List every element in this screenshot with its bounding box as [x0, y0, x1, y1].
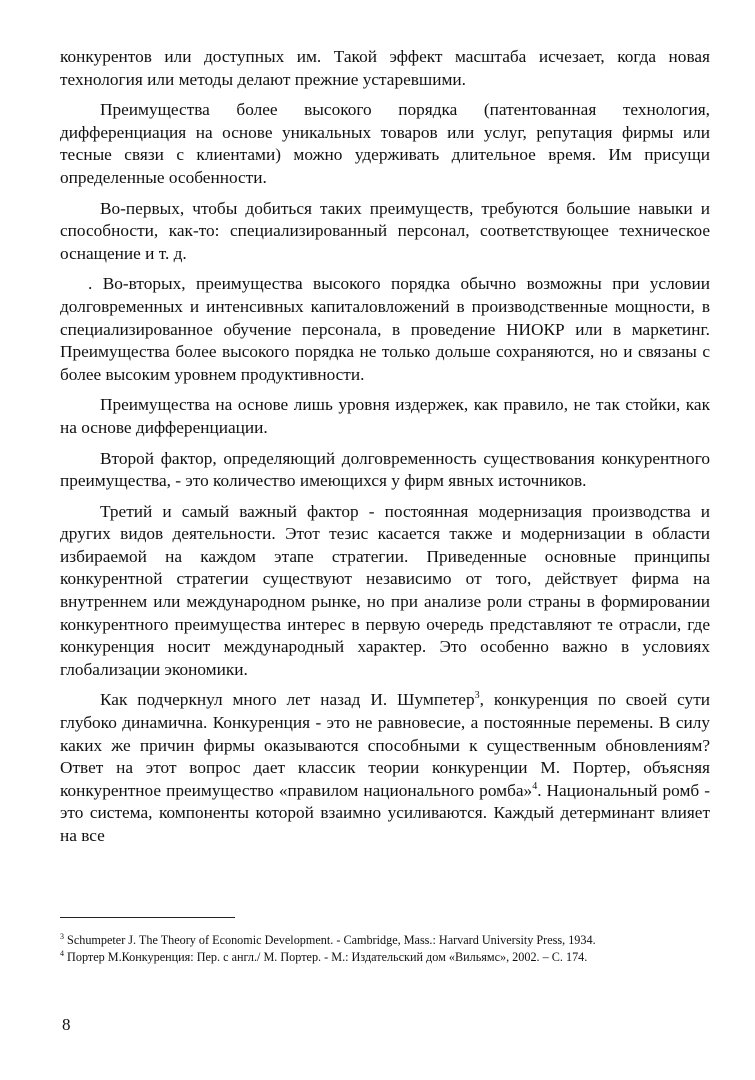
- page-body: [60, 46, 710, 856]
- paragraph-third-factor: Третий и самый важный фактор - постоянная модернизация производства и других видов деятельности. Этот тезис касается также и модернизации в области избираемой на каждом этапе стратегии. Приведенные основные принципы конкурентной стратегии существуют независимо от того, действует фирма на внутреннем или международном рынке, но при анализе роли страны в формировании конкурентного преимущества интерес в первую очередь представляют те отрасли, где конкуренция носит международный характер. Это особенно важно в условиях глобализации экономики.: [60, 501, 710, 679]
- paragraph-higher-order-advantages: Преимущества более высокого порядка (патентованная технология, дифференциация на основе уникальных товаров или услуг, репутация фирмы или тесные связи с клиентами) можно удерживать длительное время. Им присущи определенные особенности.: [60, 100, 710, 187]
- footnotes: [60, 933, 710, 966]
- footnote-marker: 4: [60, 948, 64, 958]
- paragraph-schumpeter-part-c: . Национальный ромб - это система, компоненты которой взаимно усиливаются. Каждый детерминант влияет на все: [60, 780, 710, 845]
- paragraph-firstly: Во-первых, чтобы добиться таких преимуществ, требуются большие навыки и способности, как-то: специализированный персонал, соответствующее техническое оснащение и т. д.: [60, 198, 710, 263]
- footnote-marker: 3: [60, 931, 64, 941]
- footnote-text: Портер М.Конкуренция: Пер. с англ./ М. Портер. - М.: Издательский дом «Вильямс», 2002. – С. 174.: [64, 949, 588, 964]
- footnote-ref-3: 3: [474, 690, 480, 702]
- footnote-divider: [60, 917, 235, 918]
- paragraph-secondly: . Во-вторых, преимущества высокого порядка обычно возможны при условии долговременных и интенсивных капиталовложений в производственные мощности, в специализированное обучение персонала, в проведение НИОКР или в маркетинг. Преимущества более высокого порядка не только дольше сохраняются, но и связаны с более высоким уровнем продуктивности.: [60, 274, 710, 384]
- paragraph-schumpeter-part-b: , конкуренция по своей сути глубоко динамична. Конкуренция - это не равновесие, а постоянные перемены. В силу каких же причин фирмы оказываются способными к существенным обновлениям? Ответ на этот вопрос дает классик теории конкуренции М. Портер, объясняя конкурентное преимущество «правилом национального ромба»: [60, 690, 710, 800]
- paragraph-cost-advantages: Преимущества на основе лишь уровня издержек, как правило, не так стойки, как на основе дифференциации.: [60, 395, 710, 437]
- footnote-3: [60, 933, 710, 949]
- footnote-4: [60, 950, 710, 966]
- paragraph-schumpeter: [60, 689, 710, 847]
- paragraph-schumpeter-part-a: Как подчеркнул много лет назад И. Шумпетер: [100, 690, 475, 710]
- footnote-ref-4: 4: [532, 781, 538, 793]
- paragraph-second-factor: Второй фактор, определяющий долговременность существования конкурентного преимущества, - это количество имеющихся у фирм явных источников.: [60, 448, 710, 491]
- paragraph-continuation: конкурентов или доступных им. Такой эффект масштаба исчезает, когда новая технология или методы делают прежние устаревшими.: [60, 47, 710, 89]
- footnote-text: Schumpeter J. The Theory of Economic Development. - Cambridge, Mass.: Harvard University Press, 1934.: [64, 933, 596, 947]
- page-number: 8: [62, 1015, 71, 1034]
